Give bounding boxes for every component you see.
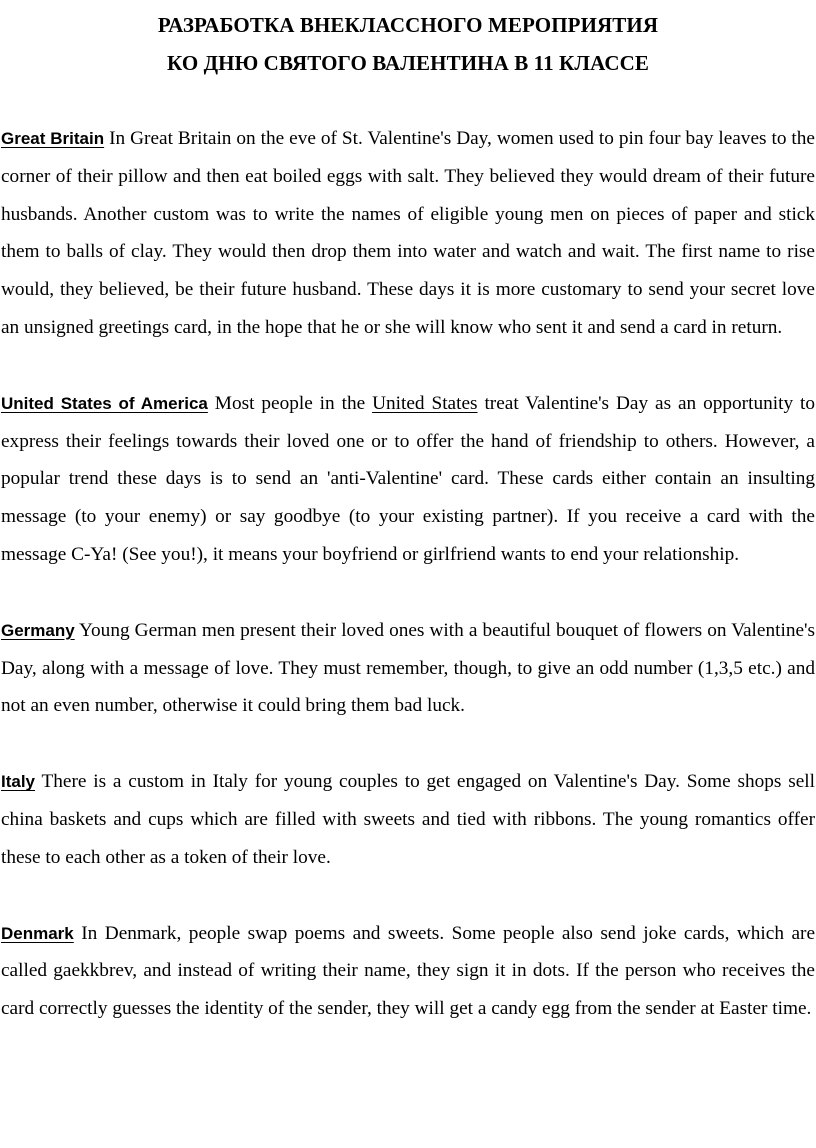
section-germany <box>0 612 816 725</box>
link-united-states[interactable]: United States <box>372 392 478 414</box>
heading-denmark: Denmark <box>1 923 74 943</box>
heading-italy: Italy <box>1 772 36 792</box>
heading-usa: United States of America <box>1 393 208 413</box>
text-great-britain: In Great Britain on the eve of St. Valentine's Day, women used to pin four bay leaves to the corner of their pillow and then eat boiled eggs with salt. They believed they would dream of their future husbands. Another custom was to write the names of eligible young men on pieces of paper and stick them to balls of clay. They would then drop them into water and watch and wait. The first name to rise would, they believed, be their future husband. These days it is more customary to send your secret love an unsigned greetings card, in the hope that he or she will know who sent it and send a card in return. <box>1 128 815 338</box>
text-usa-before: Most people in the <box>207 392 373 414</box>
text-italy: There is a custom in Italy for young couples to get engaged on Valentine's Day. Some shops sell china baskets and cups which are filled with sweets and tied with ribbons. The young romantics offer these to each other as a token of their love. <box>1 771 815 868</box>
text-usa-after: treat Valentine's Day as an opportunity to express their feelings towards their loved one or to offer the hand of friendship to others. However, a popular trend these days is to send an 'anti-Valentine' card. These cards either contain an insulting message (to your enemy) or say goodbye (to your existing partner). If you receive a card with the message C-Ya! (See you!), it means your boyfriend or girlfriend wants to end your relationship. <box>1 392 815 565</box>
document-title <box>0 6 816 82</box>
section-usa <box>0 385 816 574</box>
section-denmark <box>0 915 816 1028</box>
text-denmark: In Denmark, people swap poems and sweets. Some people also send joke cards, which are called gaekkbrev, and instead of writing their name, they sign it in dots. If the person who receives the card correctly guesses the identity of the sender, they will get a candy egg from the sender at Easter time. <box>1 922 815 1020</box>
title-line-1: РАЗРАБОТКА ВНЕКЛАССНОГО МЕРОПРИЯТИЯ <box>157 13 659 37</box>
section-italy <box>0 763 816 876</box>
heading-germany: Germany <box>1 620 75 640</box>
text-germany: Young German men present their loved ones with a beautiful bouquet of flowers on Valentine's Day, along with a message of love. They must remember, though, to give an odd number (1,3,5 etc.) and not an even number, otherwise it could bring them bad luck. <box>1 619 815 717</box>
section-great-britain <box>0 120 816 347</box>
title-line-2: КО ДНЮ СВЯТОГО ВАЛЕНТИНА В 11 КЛАССЕ <box>167 51 649 75</box>
heading-great-britain: Great Britain <box>1 129 105 148</box>
